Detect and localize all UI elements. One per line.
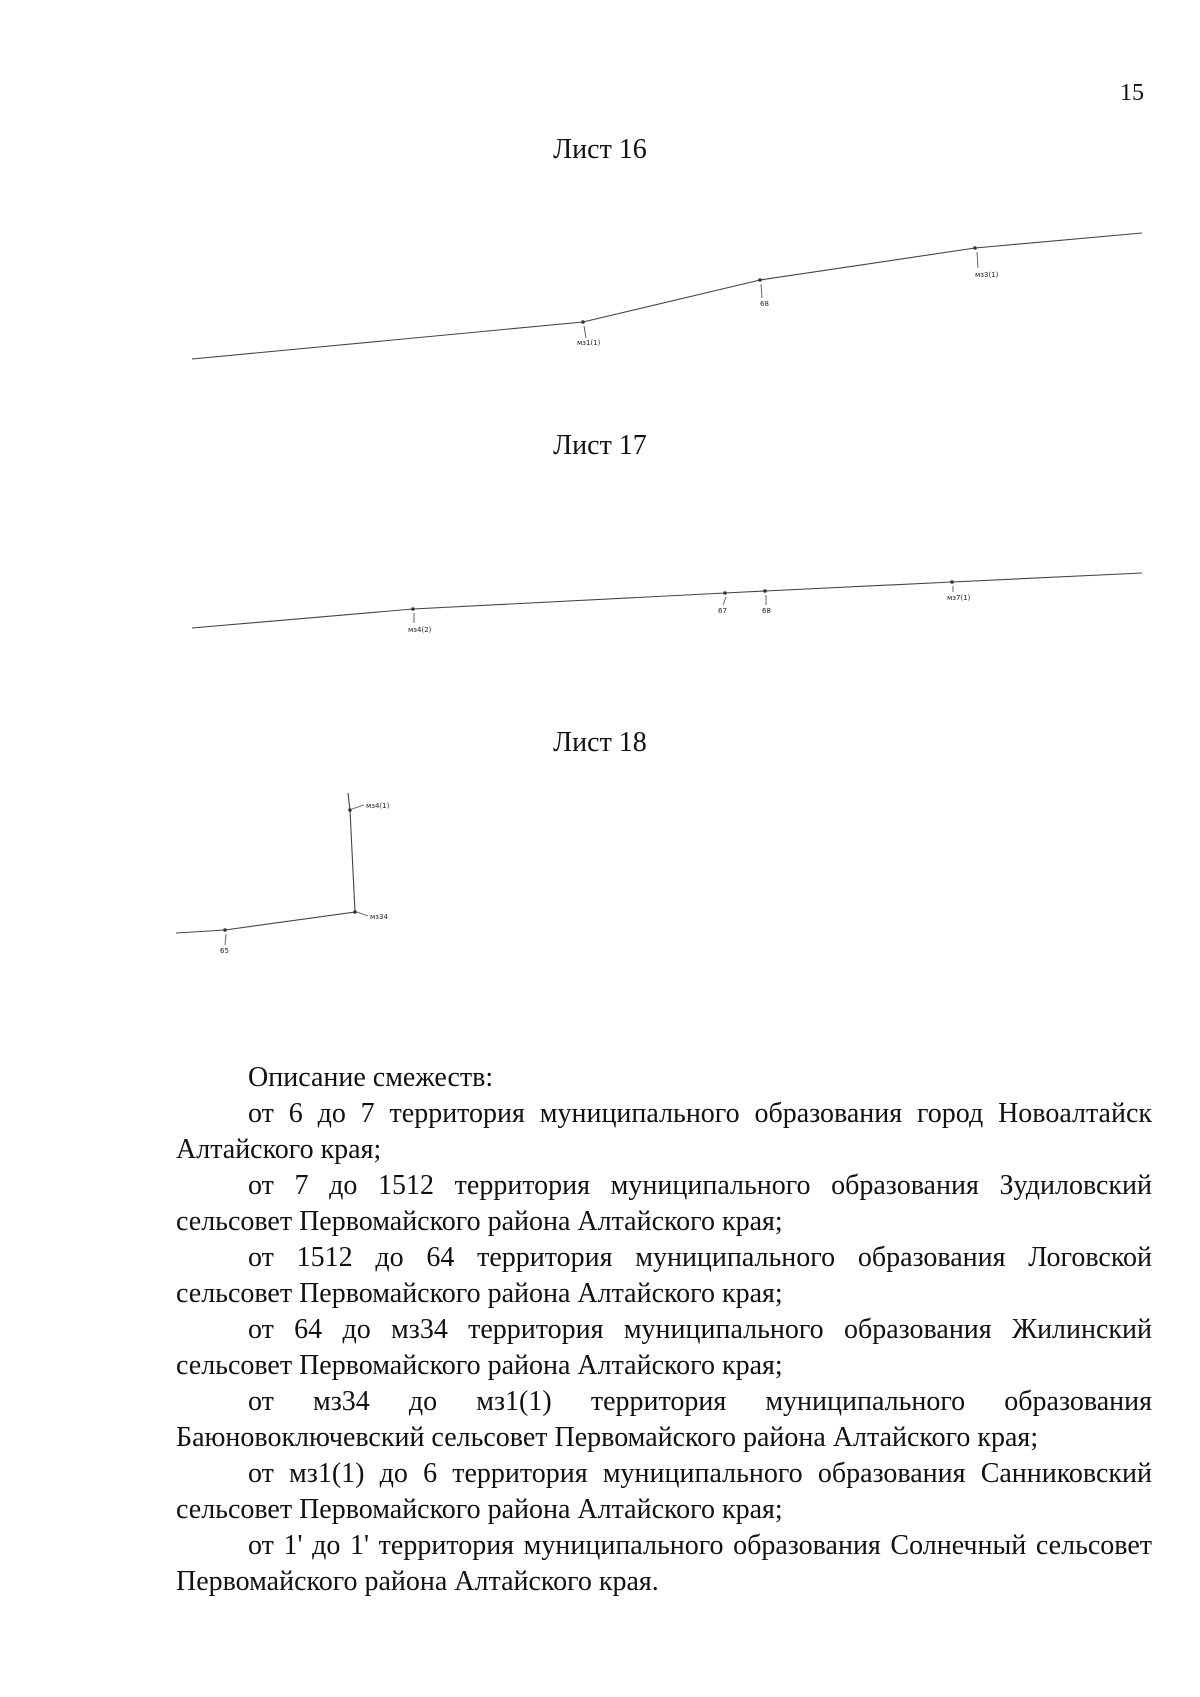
sheet-17-title: Лист 17 <box>553 430 647 461</box>
sheet-18-point-mz34 <box>353 910 388 921</box>
sheet-17-label-67: 67 <box>718 607 727 615</box>
sheet-16-boundary-plan <box>0 225 1200 375</box>
sheet-18-point-65 <box>220 928 229 955</box>
sheet-18-boundary-line <box>176 793 355 933</box>
sheet-17-boundary-line <box>192 573 1142 628</box>
sheet-16-point-68 <box>758 278 769 308</box>
adjacency-description <box>176 1060 1152 1600</box>
adjacency-item: от мз1(1) до 6 территория муниципального образования Санниковский сельсовет Первомайского района Алтайского края; <box>176 1458 1152 1525</box>
adjacency-item: от 1512 до 64 территория муниципального образования Логовской сельсовет Первомайского района Алтайского края; <box>176 1242 1152 1309</box>
sheet-17-label-mz7-1: мз7(1) <box>947 594 971 602</box>
sheet-16-label-mz3-1: мз3(1) <box>975 271 999 279</box>
adjacency-heading: Описание смежеств: <box>248 1062 494 1093</box>
sheet-17-point-mz4-2 <box>408 607 432 634</box>
adjacency-item: от 7 до 1512 территория муниципального образования Зудиловский сельсовет Первомайского района Алтайского края; <box>176 1170 1152 1237</box>
sheet-17-point-68 <box>762 589 771 615</box>
adjacency-item: от 6 до 7 территория муниципального образования город Новоалтайск Алтайского края; <box>176 1098 1152 1165</box>
sheet-16-point-mz1-1 <box>577 320 601 347</box>
sheet-16-label-mz1-1: мз1(1) <box>577 339 601 347</box>
adjacency-item: от 1' до 1' территория муниципального образования Солнечный сельсовет Первомайского района Алтайского края. <box>176 1530 1152 1597</box>
sheet-16-title: Лист 16 <box>553 134 647 165</box>
page-number: 15 <box>1120 80 1144 106</box>
sheet-16-point-mz3-1 <box>973 246 998 279</box>
sheet-17-label-68: 68 <box>762 607 771 615</box>
sheet-18-boundary-plan <box>0 785 1200 960</box>
sheet-18-label-mz34: мз34 <box>370 913 388 921</box>
sheet-18-point-mz4-1 <box>348 802 389 812</box>
sheet-17-point-67 <box>718 591 727 615</box>
sheet-17-point-mz7-1 <box>947 580 971 602</box>
sheet-17-label-mz4-2: мз4(2) <box>408 626 432 634</box>
sheet-16-boundary-line <box>192 233 1142 359</box>
sheet-16-label-68: 68 <box>760 300 769 308</box>
adjacency-item: от мз34 до мз1(1) территория муниципального образования Баюновоключевский сельсовет Первомайского района Алтайского края; <box>176 1386 1152 1453</box>
sheet-18-label-mz4-1: мз4(1) <box>366 802 390 810</box>
sheet-18-label-65: 65 <box>220 947 229 955</box>
adjacency-item: от 64 до мз34 территория муниципального образования Жилинский сельсовет Первомайского района Алтайского края; <box>176 1314 1152 1381</box>
sheet-18-title: Лист 18 <box>553 727 647 758</box>
sheet-17-boundary-plan <box>0 560 1200 650</box>
